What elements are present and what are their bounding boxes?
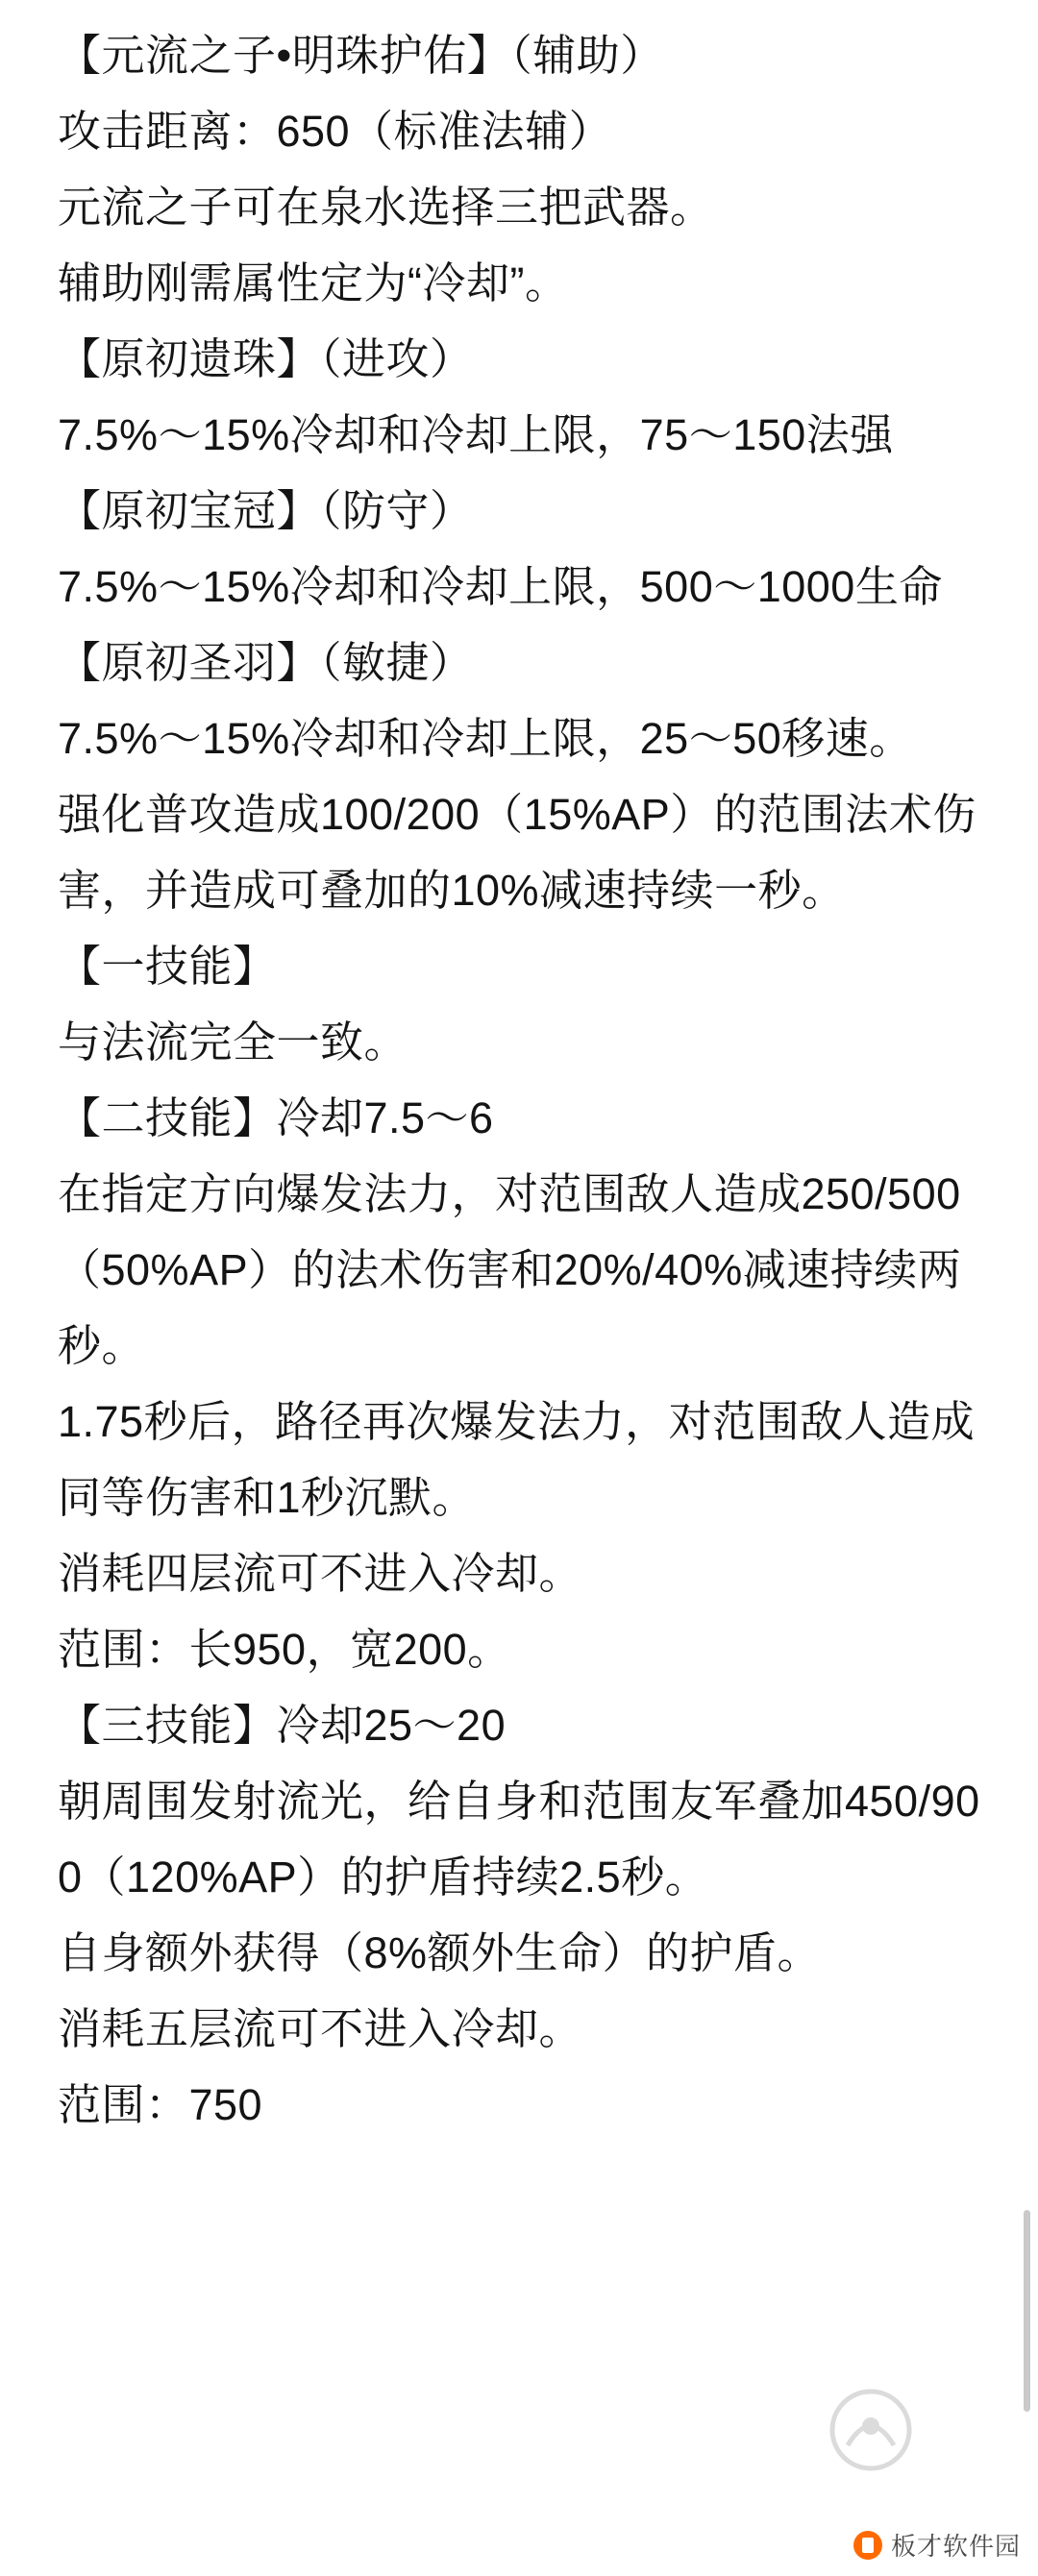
text-line: 与法流完全一致。: [58, 1018, 408, 1067]
text-line: 【原初遗珠】（进攻）: [58, 334, 474, 383]
text-line: 强化普攻造成100/200（15%AP）的范围法术伤害，并造成可叠加的10%减速持续一秒。: [58, 790, 976, 915]
text-line: 朝周围发射流光，给自身和范围友军叠加450/900（120%AP）的护盾持续2.5秒。: [58, 1777, 980, 1901]
brand-name: 板才软件园: [890, 2532, 1021, 2561]
text-line: 在指定方向爆发法力，对范围敌人造成250/500（50%AP）的法术伤害和20%/40%减速持续两秒。: [58, 1169, 962, 1370]
text-line: 【一技能】: [58, 942, 277, 991]
watermark-brand: [853, 2527, 1021, 2563]
text-line: 辅助刚需属性定为“冷却”。: [58, 258, 569, 307]
text-line: 自身额外获得（8%额外生命）的护盾。: [58, 1928, 822, 1977]
text-line: 7.5%～15%冷却和冷却上限，75～150法强: [58, 410, 894, 459]
text-line: 1.75秒后，路径再次爆发法力，对范围敌人造成同等伤害和1秒沉默。: [58, 1397, 976, 1522]
text-line: 7.5%～15%冷却和冷却上限，25～50移速。: [58, 714, 913, 763]
scrollbar[interactable]: [1025, 0, 1032, 2576]
scrollbar-thumb[interactable]: [1024, 2210, 1030, 2412]
text-line: 【原初宝冠】（防守）: [58, 486, 474, 535]
text-line: 范围：750: [58, 2080, 263, 2129]
text-line: 【三技能】冷却25～20: [58, 1701, 507, 1750]
text-line: 【二技能】冷却7.5～6: [58, 1093, 494, 1142]
text-line: 范围：长950，宽200。: [58, 1625, 511, 1674]
text-line: 消耗五层流可不进入冷却。: [58, 2004, 583, 2053]
brand-logo-icon: [853, 2531, 882, 2560]
watermark-logo-icon: [819, 2378, 923, 2482]
text-line: 攻击距离：650（标准法辅）: [58, 107, 613, 156]
text-line: 7.5%～15%冷却和冷却上限，500～1000生命: [58, 562, 943, 611]
text-line: 【元流之子•明珠护佑】（辅助）: [58, 31, 664, 80]
text-line: 元流之子可在泉水选择三把武器。: [58, 183, 714, 232]
text-line: 消耗四层流可不进入冷却。: [58, 1549, 583, 1598]
text-line: 【原初圣羽】（敏捷）: [58, 638, 474, 687]
